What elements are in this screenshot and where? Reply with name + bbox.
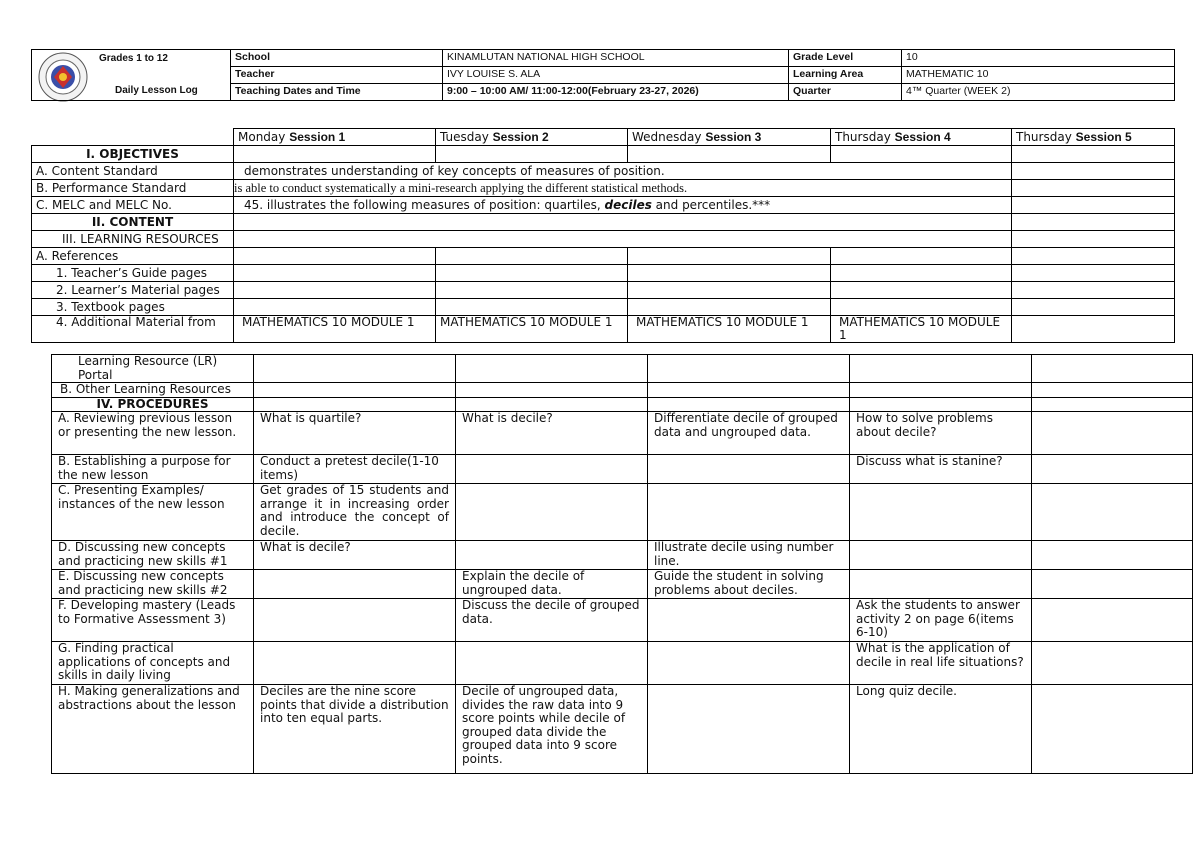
- procedure-c-session-1: Get grades of 15 students and arrange it in increasing order and introduce the concept of decile.: [254, 484, 456, 541]
- procedure-e-session-4: [850, 570, 1032, 599]
- day-header-1: Monday Session 1: [234, 129, 436, 146]
- procedure-c-session-4: [850, 484, 1032, 541]
- additional-material-2: MATHEMATICS 10 MODULE 1: [436, 316, 628, 343]
- learning-area-label: Learning Area: [789, 67, 902, 84]
- procedure-g-session-3: [648, 642, 850, 685]
- procedure-h-session-2: Decile of ungrouped data, divides the raw data into 9 score points while decile of grouped data divide the grouped data into 9 score points.: [456, 685, 648, 774]
- procedure-c-session-5: [1032, 484, 1193, 541]
- school-label: School: [231, 50, 443, 67]
- content-standard-label: A. Content Standard: [32, 163, 234, 180]
- day-header-2: Tuesday Session 2: [436, 129, 628, 146]
- procedure-h-session-1: Deciles are the nine score points that divide a distribution into ten equal parts.: [254, 685, 456, 774]
- school-value: KINAMLUTAN NATIONAL HIGH SCHOOL: [443, 50, 789, 67]
- procedure-d-session-3: Illustrate decile using number line.: [648, 541, 850, 570]
- procedure-h-session-5: [1032, 685, 1193, 774]
- procedure-a-session-4: How to solve problems about decile?: [850, 412, 1032, 455]
- procedure-g-session-1: [254, 642, 456, 685]
- grades-label: Grades 1 to 12: [99, 53, 168, 64]
- procedure-g-session-4: What is the application of decile in real life situations?: [850, 642, 1032, 685]
- teachers-guide-label: 1. Teacher’s Guide pages: [32, 265, 234, 282]
- procedure-label-e: E. Discussing new concepts and practicing new skills #2: [52, 570, 254, 599]
- objectives-table: [31, 128, 1175, 343]
- procedure-label-b: B. Establishing a purpose for the new lesson: [52, 455, 254, 484]
- procedure-e-session-3: Guide the student in solving problems about deciles.: [648, 570, 850, 599]
- procedure-e-session-5: [1032, 570, 1193, 599]
- day-header-5: Thursday Session 5: [1012, 129, 1175, 146]
- teacher-label: Teacher: [231, 67, 443, 84]
- procedure-d-session-1: What is decile?: [254, 541, 456, 570]
- learning-area-value: MATHEMATIC 10: [902, 67, 1175, 84]
- grade-level-value: 10: [902, 50, 1175, 67]
- procedures-table: [51, 354, 1193, 774]
- procedure-g-session-5: [1032, 642, 1193, 685]
- procedure-label-a: A. Reviewing previous lesson or presenting the new lesson.: [52, 412, 254, 455]
- performance-standard-label: B. Performance Standard: [32, 180, 234, 197]
- quarter-label: Quarter: [789, 84, 902, 101]
- procedure-h-session-3: [648, 685, 850, 774]
- procedure-label-d: D. Discussing new concepts and practicing new skills #1: [52, 541, 254, 570]
- learners-material-label: 2. Learner’s Material pages: [32, 282, 234, 299]
- header-table: [31, 49, 1175, 101]
- grade-level-label: Grade Level: [789, 50, 902, 67]
- textbook-label: 3. Textbook pages: [32, 299, 234, 316]
- procedure-h-session-4: Long quiz decile.: [850, 685, 1032, 774]
- teacher-value: IVY LOUISE S. ALA: [443, 67, 789, 84]
- procedure-f-session-4: Ask the students to answer activity 2 on page 6(items 6-10): [850, 599, 1032, 642]
- objectives-heading: I. OBJECTIVES: [32, 146, 234, 163]
- log-title: Daily Lesson Log: [115, 85, 198, 96]
- lr-portal-label: Learning Resource (LR) Portal: [52, 355, 254, 383]
- procedure-f-session-1: [254, 599, 456, 642]
- procedure-label-c: C. Presenting Examples/ instances of the new lesson: [52, 484, 254, 541]
- procedure-c-session-3: [648, 484, 850, 541]
- procedure-c-session-2: [456, 484, 648, 541]
- dates-value: 9:00 – 10:00 AM/ 11:00-12:00(February 23-27, 2026): [443, 84, 789, 101]
- content-heading: II. CONTENT: [32, 214, 234, 231]
- procedure-a-session-5: [1032, 412, 1193, 455]
- procedure-f-session-3: [648, 599, 850, 642]
- learning-resources-heading: III. LEARNING RESOURCES: [32, 231, 234, 248]
- procedure-b-session-5: [1032, 455, 1193, 484]
- procedure-b-session-4: Discuss what is stanine?: [850, 455, 1032, 484]
- additional-material-1: MATHEMATICS 10 MODULE 1: [234, 316, 436, 343]
- additional-material-label: 4. Additional Material from: [32, 316, 234, 343]
- procedure-label-f: F. Developing mastery (Leads to Formative Assessment 3): [52, 599, 254, 642]
- melc-value: 45. illustrates the following measures of position: quartiles, deciles and percentiles.***: [234, 197, 1012, 214]
- procedure-f-session-2: Discuss the decile of grouped data.: [456, 599, 648, 642]
- procedure-e-session-1: [254, 570, 456, 599]
- quarter-value: 4™ Quarter (WEEK 2): [902, 84, 1175, 101]
- other-resources-label: B. Other Learning Resources: [52, 383, 254, 398]
- procedure-d-session-5: [1032, 541, 1193, 570]
- day-header-4: Thursday Session 4: [831, 129, 1012, 146]
- procedure-e-session-2: Explain the decile of ungrouped data.: [456, 570, 648, 599]
- procedure-b-session-1: Conduct a pretest decile(1-10 items): [254, 455, 456, 484]
- dates-label: Teaching Dates and Time: [231, 84, 443, 101]
- performance-standard-value: is able to conduct systematically a mini-research applying the different statistical methods.: [234, 180, 1012, 197]
- procedure-a-session-3: Differentiate decile of grouped data and ungrouped data.: [648, 412, 850, 455]
- procedure-f-session-5: [1032, 599, 1193, 642]
- procedure-label-h: H. Making generalizations and abstractions about the lesson: [52, 685, 254, 774]
- additional-material-3: MATHEMATICS 10 MODULE 1: [628, 316, 831, 343]
- procedure-a-session-2: What is decile?: [456, 412, 648, 455]
- procedure-b-session-3: [648, 455, 850, 484]
- procedure-b-session-2: [456, 455, 648, 484]
- content-standard-value: demonstrates understanding of key concepts of measures of position.: [234, 163, 1012, 180]
- additional-material-4: MATHEMATICS 10 MODULE 1: [831, 316, 1012, 343]
- procedure-a-session-1: What is quartile?: [254, 412, 456, 455]
- references-label: A. References: [32, 248, 234, 265]
- procedures-heading: IV. PROCEDURES: [52, 397, 254, 412]
- melc-label: C. MELC and MELC No.: [32, 197, 234, 214]
- procedure-label-g: G. Finding practical applications of concepts and skills in daily living: [52, 642, 254, 685]
- procedure-g-session-2: [456, 642, 648, 685]
- procedure-d-session-2: [456, 541, 648, 570]
- procedure-d-session-4: [850, 541, 1032, 570]
- day-header-3: Wednesday Session 3: [628, 129, 831, 146]
